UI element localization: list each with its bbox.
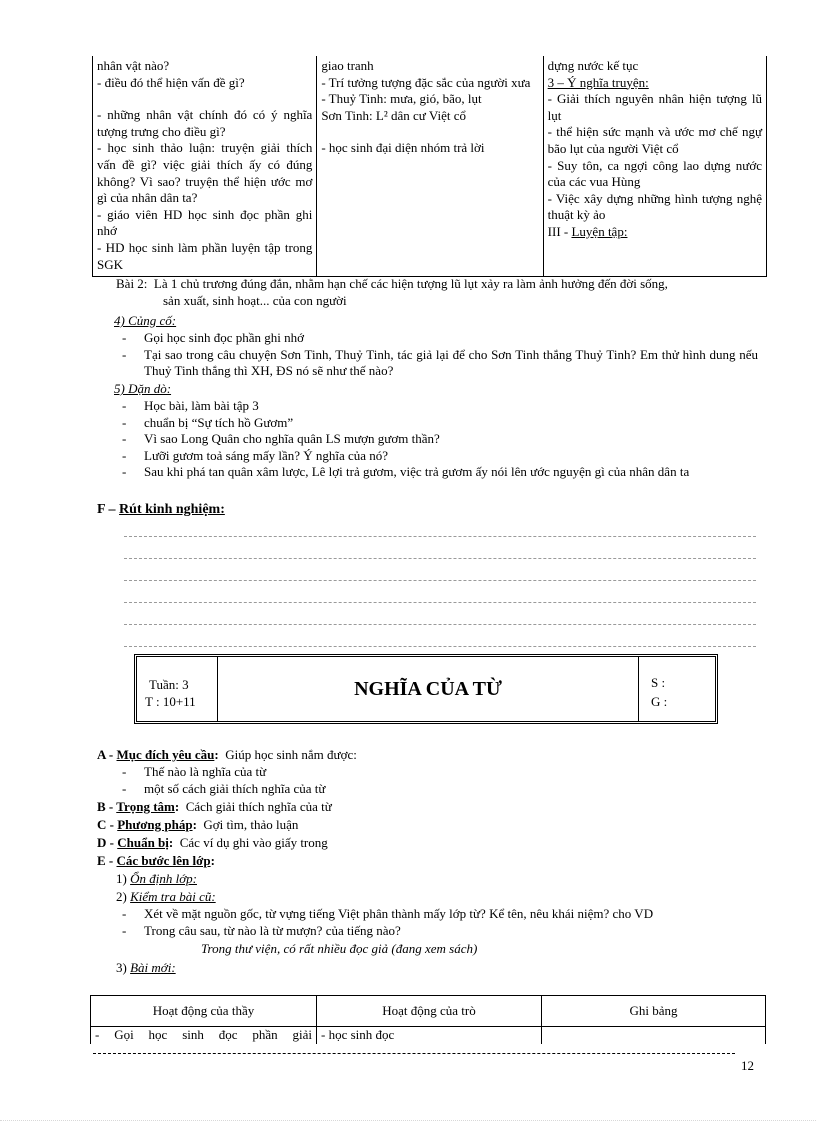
table-cell [542,1027,766,1044]
experience-section: F – Rút kinh nghiệm: [97,502,225,517]
list-item: - Xét về mặt nguồn gốc, từ vựng tiếng Việt phân thành mấy lớp từ? Kể tên, nêu khái niệm? cho VD [118,906,768,923]
lesson-steps: E - Các bước lên lớp: [97,853,215,868]
lesson-title: NGHĨA CỦA TỪ [354,678,502,700]
list-item: - một số cách giải thích nghĩa của từ [118,781,758,798]
focus: B - Trọng tâm: Cách giải thích nghĩa của từ [97,799,332,814]
objectives-list [118,764,758,797]
week-label: Tuần: 3 [149,677,189,692]
page-edge [0,1120,816,1121]
list-item: - Trong câu sau, từ nào là từ mượn? của tiếng nào? [118,923,768,940]
preparation: D - Chuẩn bị: Các ví dụ ghi vào giấy trong [97,835,328,850]
table-cell: - học sinh đọc [317,1027,542,1044]
top-activity-table [92,56,767,277]
table-cell: - Gọi học sinh đọc phần giải [91,1027,317,1044]
list-item: - chuẩn bị “Sự tích hồ Gươm” [118,415,758,432]
dotted-line [124,558,756,559]
footer-rule [93,1053,735,1054]
header-student: Hoạt động của trò [317,996,542,1027]
teacher-activity-cell: nhân vật nào? - điều đó thể hiện vấn đề gì? - những nhân vật chính đó có ý nghĩa tượng trưng cho điều gì? - học sinh thảo luận: truyện giải thích vấn đề gì? việc giải thích ấy có đúng không? Vì sao? truyện thể hiện ước mơ gì của nhân dân ta? - giáo viên HD học sinh đọc phần ghi nhớ - HD học sinh làm phần luyện tập trong SGK [93,56,317,276]
header-board: Ghi bảng [542,996,766,1027]
consolidation-list [118,330,758,380]
list-item: - Lưỡi gươm toả sáng mấy lần? Ý nghĩa của nó? [118,448,758,465]
board-notes-cell: dựng nước kế tục 3 – Ý nghĩa truyện: - Giải thích nguyên nhân hiện tượng lũ lụt - thể hiện sức mạnh và ước mơ chế ngự bão lụt của người Việt cổ - Suy tôn, ca ngợi công lao dựng nước của các vua Hùng - Việc xây dựng những hình tượng nghệ thuật kỳ ảo III - Luyện tập: [543,56,766,276]
list-item: - Sau khi phá tan quân xâm lược, Lê lợi trả gươm, việc trả gươm ấy nói lên ước nguyện gì của nhân dân ta [118,464,758,481]
list-item: - Học bài, làm bài tập 3 [118,398,758,415]
list-item: - Tại sao trong câu chuyện Sơn Tinh, Thuỷ Tinh, tác giả lại để cho Sơn Tinh thắng Thuỷ Tinh? Em thử hình dung nếu Thuỷ Tinh thắng thì XH, ĐS nó sẽ như thế nào? [118,347,758,380]
example-sentence: Trong thư viện, có rất nhiều đọc giả (đang xem sách) [201,941,478,956]
step-3: 3) Bài mới: [116,960,176,975]
lesson-header-box [134,654,718,724]
dotted-line [124,602,756,603]
exercise-2: Bài 2: Là 1 chủ trương đúng đắn, nhằm hạn chế các hiện tượng lũ lụt xảy ra làm ảnh hưởng đến đời sống, sản xuất, sinh hoạt... của con người [116,276,668,308]
date-cell: S : G : [638,657,715,721]
period-label: T : 10+11 [145,694,196,709]
homework-heading: 5) Dặn dò: [114,381,172,396]
method: C - Phương pháp: Gợi tìm, thảo luận [97,817,299,832]
step-2: 2) Kiểm tra bài cũ: [116,889,216,904]
dotted-line [124,646,756,647]
objectives: A - Mục đích yêu cầu: Giúp học sinh nắm được: [97,747,357,762]
list-item: - Vì sao Long Quân cho nghĩa quân LS mượn gươm thần? [118,431,758,448]
page-number: 12 [741,1058,754,1073]
review-questions [118,906,768,939]
list-item: - Gọi học sinh đọc phần ghi nhớ [118,330,758,347]
header-teacher: Hoạt động của thầy [91,996,317,1027]
step-1: 1) Ổn định lớp: [116,871,197,886]
dotted-line [124,624,756,625]
meaning-heading: 3 – Ý nghĩa truyện: [547,74,649,90]
dotted-line [124,536,756,537]
list-item: - Thế nào là nghĩa của từ [118,764,758,781]
week-period-cell [137,657,218,721]
experience-heading: Rút kinh nghiệm: [119,502,225,517]
practice-heading: Luyện tập: [571,223,628,239]
new-lesson-table [90,995,766,1044]
dotted-line [124,580,756,581]
homework-list [118,398,758,481]
student-activity-cell: giao tranh - Trí tưởng tượng đặc sắc của người xưa - Thuỷ Tinh: mưa, gió, bão, lụt Sơn Tinh: L² dân cư Việt cổ - học sinh đại diện nhóm trả lời [317,56,543,276]
consolidation-heading: 4) Củng cố: [114,313,177,328]
